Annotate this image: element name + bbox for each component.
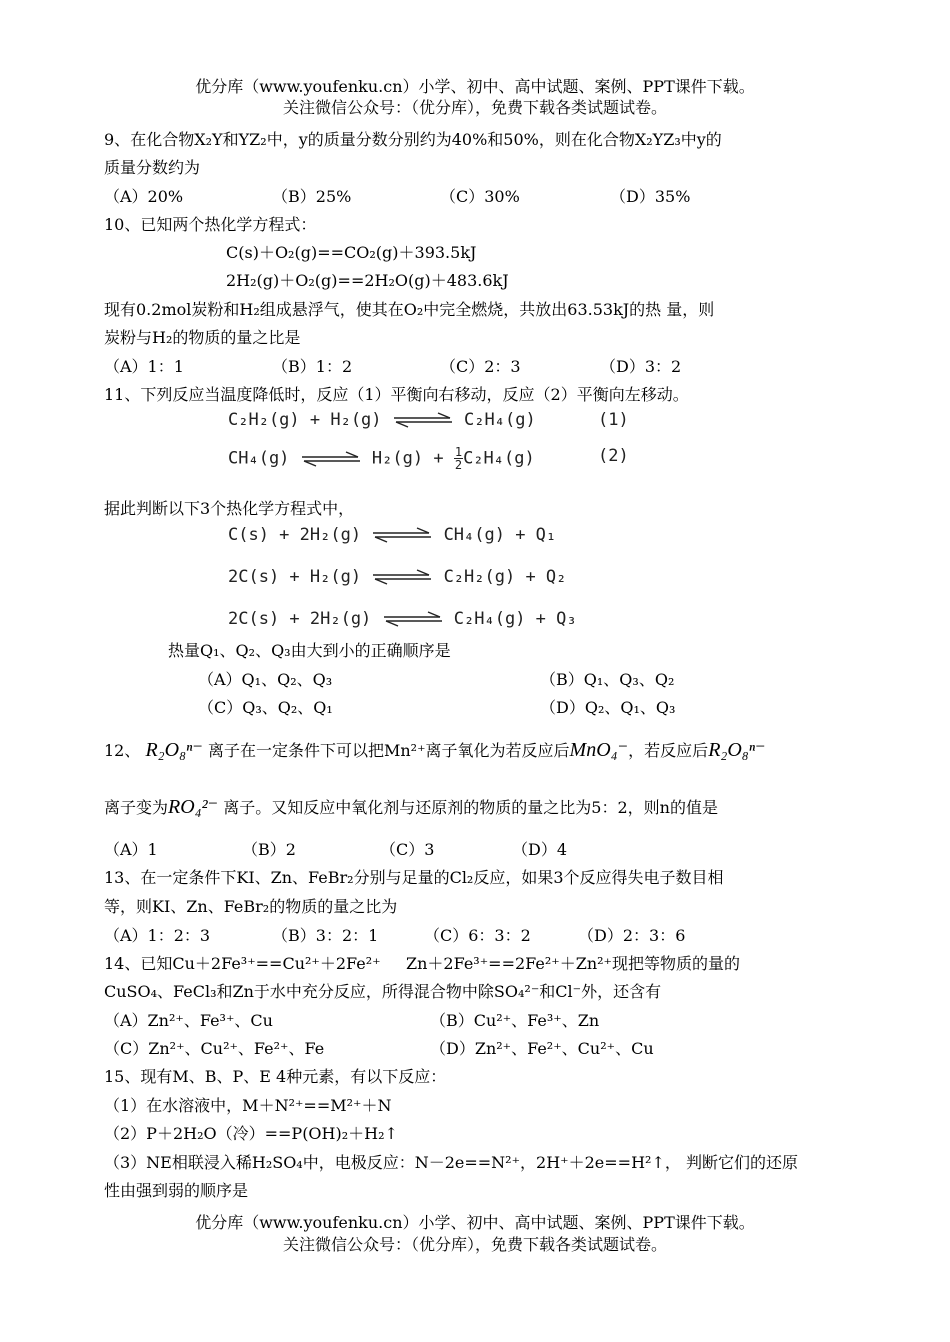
- equilibrium-arrow-icon: [392, 412, 454, 428]
- q9-formula-2: YZ₂: [238, 130, 267, 149]
- q10-line-3: 现有0.2mol炭粉和H₂组成悬浮气，使其在O₂中完全燃烧，共放出63.53kJ的热 量，则: [104, 300, 715, 319]
- q11-heat: 热量Q₁、Q₂、Q₃由大到小的正确顺序是: [168, 641, 451, 660]
- q12-option-a: （A）1: [104, 840, 158, 859]
- q9-formula-1: X₂Y: [194, 130, 223, 149]
- q11-r2-left: CH₄(g): [228, 448, 290, 469]
- q11-r2-label: (2): [598, 446, 629, 466]
- q15-line-5: 性由强到弱的顺序是: [104, 1181, 249, 1200]
- q13-option-a: （A）1：2：3: [104, 926, 211, 945]
- q12-text-3: 离子变为: [104, 798, 169, 817]
- header-line-2: 关注微信公众号：（优分库），免费下载各类试题试卷。: [282, 98, 667, 117]
- q9-option-a: （A）20%: [104, 187, 184, 206]
- q12-ion-ro4: RO₄²⁻: [168, 796, 219, 818]
- q13-option-b: （B）3：2：1: [272, 926, 379, 945]
- q9-number: 9、: [104, 130, 131, 149]
- q12-line-2: [104, 797, 718, 818]
- q13-line-2: 等，则KI、Zn、FeBr₂的物质的量之比为: [104, 897, 398, 916]
- q9-option-b: （B）25%: [272, 187, 352, 206]
- q11-t2-right: C₂H₂(g) + Q₂: [443, 567, 567, 587]
- header-line-1: 优分库（www.youfenku.cn）小学、初中、高中试题、案例、PPT课件下载。: [195, 77, 755, 96]
- q11-t1-right: CH₄(g) + Q₁: [443, 525, 557, 545]
- q15-line-2: （1）在水溶液中，M＋N²⁺==M²⁺＋N: [104, 1096, 392, 1115]
- q13-option-c: （C）6：3：2: [424, 926, 531, 945]
- q15-line-1: 15、现有M、B、P、E 4种元素，有以下反应：: [104, 1067, 447, 1086]
- q12-text-4: 离子。又知反应中氧化剂与还原剂的物质的量之比为5：2，则n的值是: [223, 798, 718, 817]
- footer-line-2: 关注微信公众号：（优分库），免费下载各类试题试卷。: [282, 1235, 667, 1254]
- q11-r2-mid: H₂(g) +: [371, 448, 444, 469]
- q12-line-1: [104, 740, 766, 761]
- q10-line-4: 炭粉与H₂的物质的量之比是: [104, 328, 301, 347]
- q13-line-1: 13、在一定条件下KI、Zn、FeBr₂分别与足量的Cl₂反应，如果3个反应得失电子数目相: [104, 868, 724, 887]
- q11-thermo-3: [228, 609, 577, 629]
- equilibrium-arrow-icon: [371, 569, 433, 585]
- q11-t2-left: 2C(s) + H₂(g): [228, 567, 362, 587]
- q9-text-3: 中，y的质量分数分别约为40%和50%，则在化合物: [266, 130, 635, 149]
- q12-ion-r2o8-2: R₂O₈ⁿ⁻: [708, 739, 766, 761]
- q9-text-1: 在化合物: [130, 130, 195, 149]
- q11-thermo-2: [228, 567, 566, 587]
- q11-stem: 11、下列反应当温度降低时，反应（1）平衡向右移动，反应（2）平衡向左移动。: [104, 385, 689, 404]
- q12-option-c: （C）3: [380, 840, 435, 859]
- q14-option-b: （B）Cu²⁺、Fe³⁺、Zn: [430, 1011, 600, 1030]
- q14-option-c: （C）Zn²⁺、Cu²⁺、Fe²⁺、Fe: [104, 1039, 325, 1058]
- q11-t1-left: C(s) + 2H₂(g): [228, 525, 362, 545]
- footer-line-1: 优分库（www.youfenku.cn）小学、初中、高中试题、案例、PPT课件下载。: [195, 1213, 755, 1232]
- q11-judge: 据此判断以下3个热化学方程式中，: [104, 499, 355, 518]
- q10-stem: 10、已知两个热化学方程式：: [104, 215, 317, 234]
- q11-option-d: （D）Q₂、Q₁、Q₃: [540, 698, 676, 717]
- q9-formula-3: X₂YZ₃: [634, 130, 681, 149]
- fraction-numerator: 1: [454, 445, 463, 459]
- q10-option-c: （C）2：3: [440, 357, 521, 376]
- q9-option-d: （D）35%: [610, 187, 691, 206]
- equilibrium-arrow-icon: [300, 451, 362, 467]
- fraction-one-half: [454, 446, 463, 471]
- q12-text-2: ，若反应后: [628, 741, 709, 760]
- q15-line-3: （2）P＋2H₂O（冷）==P(OH)₂＋H₂↑: [104, 1124, 398, 1143]
- q12-text-1: 离子在一定条件下可以把Mn²⁺离子氧化为若反应后: [207, 741, 570, 760]
- q11-option-c: （C）Q₃、Q₂、Q₁: [198, 698, 333, 717]
- q11-r1-left: C₂H₂(g) + H₂(g): [228, 410, 382, 430]
- q11-option-b: （B）Q₁、Q₃、Q₂: [540, 670, 675, 689]
- q9-line-2: 质量分数约为: [104, 158, 201, 177]
- q14-line-1b: Zn＋2Fe³⁺==2Fe²⁺＋Zn²⁺现把等物质的量的: [406, 954, 740, 973]
- q12-ion-mno4: MnO₄⁻: [569, 739, 629, 761]
- q11-r2-right: C₂H₄(g): [463, 448, 535, 469]
- q14-line-1: 14、已知Cu＋2Fe³⁺==Cu²⁺＋2Fe²⁺: [104, 954, 381, 973]
- equilibrium-arrow-icon: [371, 527, 433, 543]
- q10-equation-1: C(s)＋O₂(g)==CO₂(g)＋393.5kJ: [226, 243, 477, 262]
- q10-equation-2: 2H₂(g)＋O₂(g)==2H₂O(g)＋483.6kJ: [226, 271, 509, 290]
- q11-r1-label: (1): [598, 410, 629, 430]
- q9-text-4: 中y的: [680, 130, 722, 149]
- q11-t3-left: 2C(s) + 2H₂(g): [228, 609, 372, 629]
- q15-line-4: （3）NE相联浸入稀H₂SO₄中，电极反应：N－2e==N²⁺，2H⁺＋2e==H²↑， 判断它们的还原: [104, 1153, 798, 1172]
- q11-r1-right: C₂H₄(g): [464, 410, 536, 430]
- q9-line-1: [104, 130, 722, 150]
- q11-reaction-1: [228, 410, 536, 430]
- q10-option-b: （B）1：2: [272, 357, 353, 376]
- q9-text-2: 和: [222, 130, 239, 149]
- q10-option-a: （A）1：1: [104, 357, 184, 376]
- q12-number: 12、: [104, 741, 141, 760]
- q11-reaction-2: [228, 446, 535, 471]
- q14-line-2: CuSO₄、FeCl₃和Zn于水中充分反应，所得混合物中除SO₄²⁻和Cl⁻外，还含有: [104, 982, 662, 1001]
- q12-ion-r2o8: R₂O₈ⁿ⁻: [145, 739, 203, 761]
- q14-option-d: （D）Zn²⁺、Fe²⁺、Cu²⁺、Cu: [430, 1039, 654, 1058]
- q13-option-d: （D）2：3：6: [578, 926, 686, 945]
- q14-option-a: （A）Zn²⁺、Fe³⁺、Cu: [104, 1011, 273, 1030]
- q12-option-b: （B）2: [242, 840, 296, 859]
- equilibrium-arrow-icon: [382, 611, 444, 627]
- q9-option-c: （C）30%: [440, 187, 520, 206]
- q11-t3-right: C₂H₄(g) + Q₃: [453, 609, 577, 629]
- q12-option-d: （D）4: [512, 840, 568, 859]
- q11-option-a: （A）Q₁、Q₂、Q₃: [198, 670, 333, 689]
- q11-thermo-1: [228, 525, 556, 545]
- q10-option-d: （D）3：2: [600, 357, 682, 376]
- fraction-denominator: 2: [454, 458, 463, 472]
